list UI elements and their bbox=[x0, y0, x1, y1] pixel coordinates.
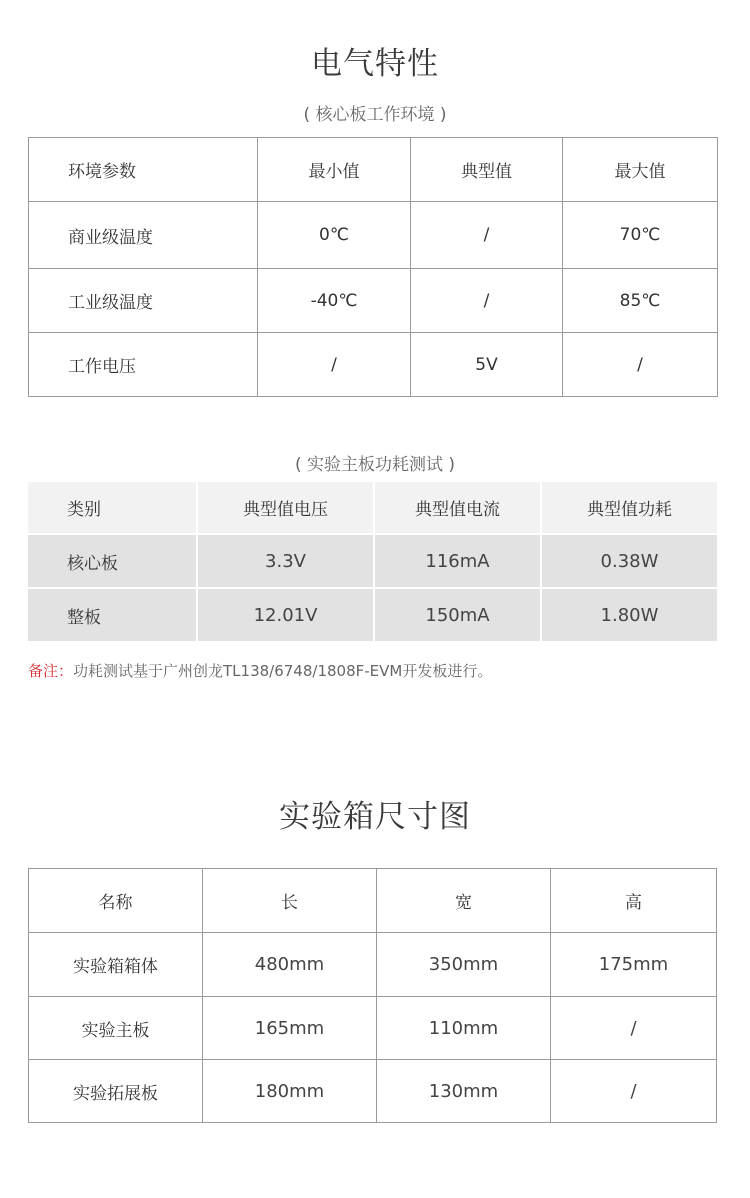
power-note bbox=[28, 660, 492, 681]
table-cell: 350mm bbox=[377, 933, 551, 997]
table-cell: 480mm bbox=[203, 933, 377, 997]
table-cell: 核心板 bbox=[28, 535, 196, 589]
table-cell: 商业级温度 bbox=[29, 202, 258, 269]
header-cell: 典型值功耗 bbox=[540, 482, 717, 535]
header-cell: 长 bbox=[203, 869, 377, 933]
table-cell: 0℃ bbox=[258, 202, 411, 269]
header-cell: 典型值电压 bbox=[196, 482, 373, 535]
table-cell: 165mm bbox=[203, 997, 377, 1060]
header-cell: 最大值 bbox=[563, 138, 718, 202]
table-row bbox=[28, 535, 717, 589]
table-row bbox=[29, 1060, 717, 1123]
dimensions-table bbox=[28, 868, 717, 1123]
table-row bbox=[29, 333, 718, 397]
table-header-row bbox=[29, 869, 717, 933]
table-row bbox=[29, 202, 718, 269]
table-cell: / bbox=[551, 997, 717, 1060]
table-header-row bbox=[29, 138, 718, 202]
power-subtitle: ( 实验主板功耗测试 ) bbox=[294, 455, 456, 475]
table-cell: 70℃ bbox=[563, 202, 718, 269]
header-cell: 环境参数 bbox=[29, 138, 258, 202]
table-cell: / bbox=[551, 1060, 717, 1123]
table-cell: 实验箱箱体 bbox=[29, 933, 203, 997]
table-cell: 1.80W bbox=[540, 589, 717, 643]
table-cell: 整板 bbox=[28, 589, 196, 643]
table-cell: 实验主板 bbox=[29, 997, 203, 1060]
header-cell: 名称 bbox=[29, 869, 203, 933]
table-cell: 116mA bbox=[373, 535, 540, 589]
header-cell: 典型值电流 bbox=[373, 482, 540, 535]
table-cell: 12.01V bbox=[196, 589, 373, 643]
table-row bbox=[29, 269, 718, 333]
table-row bbox=[29, 997, 717, 1060]
table-cell: 175mm bbox=[551, 933, 717, 997]
note-text: 功耗测试基于广州创龙TL138/6748/1808F-EVM开发板进行。 bbox=[73, 662, 493, 680]
table-cell: -40℃ bbox=[258, 269, 411, 333]
table-cell: 85℃ bbox=[563, 269, 718, 333]
header-cell: 宽 bbox=[377, 869, 551, 933]
electrical-title: 电气特性 bbox=[311, 46, 439, 82]
table-cell: / bbox=[411, 269, 563, 333]
table-row bbox=[29, 933, 717, 997]
table-cell: / bbox=[411, 202, 563, 269]
table-header-row bbox=[28, 482, 717, 535]
table-cell: 130mm bbox=[377, 1060, 551, 1123]
table-cell: 110mm bbox=[377, 997, 551, 1060]
table-cell: 工作电压 bbox=[29, 333, 258, 397]
header-cell: 最小值 bbox=[258, 138, 411, 202]
table-cell: 150mA bbox=[373, 589, 540, 643]
table-cell: / bbox=[258, 333, 411, 397]
table-cell: / bbox=[563, 333, 718, 397]
dimensions-title: 实验箱尺寸图 bbox=[279, 799, 471, 835]
table-cell: 0.38W bbox=[540, 535, 717, 589]
header-cell: 典型值 bbox=[411, 138, 563, 202]
env-subtitle: ( 核心板工作环境 ) bbox=[303, 105, 447, 125]
table-cell: 工业级温度 bbox=[29, 269, 258, 333]
note-label: 备注： bbox=[28, 662, 74, 680]
power-table bbox=[28, 482, 717, 643]
header-cell: 高 bbox=[551, 869, 717, 933]
table-cell: 实验拓展板 bbox=[29, 1060, 203, 1123]
table-cell: 5V bbox=[411, 333, 563, 397]
table-cell: 3.3V bbox=[196, 535, 373, 589]
env-table bbox=[28, 137, 718, 397]
header-cell: 类别 bbox=[28, 482, 196, 535]
table-row bbox=[28, 589, 717, 643]
table-cell: 180mm bbox=[203, 1060, 377, 1123]
